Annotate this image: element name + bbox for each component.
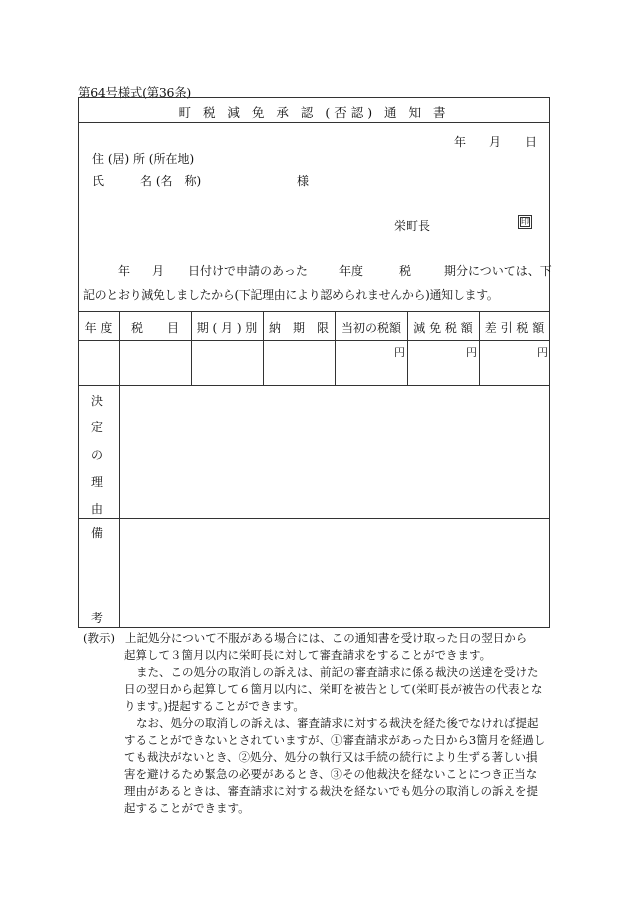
instructions-line-1: 上記処分について不服がある場合には、この通知書を受け取った日の翌日から (124, 631, 528, 645)
instructions-line-10: 理由があるときは、審査請求に対する裁決を経ないでも処分の取消しの訴えを提 (124, 784, 538, 798)
instructions-label: (教示) (83, 631, 115, 645)
yen-unit-reduced: 円 (466, 346, 477, 359)
reason-label-char-3: の (91, 448, 104, 462)
issuer-title: 栄町長 (394, 219, 431, 233)
instructions-line-11: 起することができます。 (124, 801, 250, 815)
header-tax-item: 税 目 (130, 321, 179, 335)
date-year: 年 (454, 135, 467, 149)
body-fiscal-year: 年度 (339, 264, 364, 278)
name-label-first: 氏 (92, 174, 105, 188)
instructions-line-6: なお、処分の取消しの訴えは、審査請求に対する裁決を経た後でなければ提起 (136, 716, 539, 730)
header-net-amount: 差 引 税 額 (484, 321, 545, 335)
label-column-divider (119, 385, 120, 628)
address-label: 住 (居) 所 (所在地) (92, 152, 195, 166)
seal-text: 印 (521, 217, 529, 226)
instructions-line-7: することができないとされていますが、①審査請求があった日から3箇月を経過し (124, 733, 546, 747)
body-month: 月 (152, 264, 165, 278)
honorific-sama: 様 (297, 174, 310, 188)
date-month: 月 (489, 135, 502, 149)
body-tax: 税 (399, 264, 412, 278)
body-year: 年 (118, 264, 131, 278)
body-line-2: 記のとおり減免しましたから(下記理由により認められませんから)通知します。 (83, 288, 499, 302)
reason-label-char-2: 定 (91, 420, 104, 434)
form-number: 第64号様式(第36条) (78, 85, 191, 100)
body-day-applied: 日付けで申請のあった (188, 264, 308, 278)
official-seal-mark (518, 215, 532, 229)
yen-unit-original: 円 (394, 346, 405, 359)
header-original-amount: 当初の税額 (340, 321, 401, 335)
instructions-line-4: 日の翌日から起算して６箇月以内に、栄町を被告として(栄町長が被告の代表とな (124, 682, 543, 696)
header-due-date: 納 期 限 (268, 321, 329, 335)
yen-unit-net: 円 (537, 346, 548, 359)
header-reduced-amount: 減 免 税 額 (413, 321, 473, 335)
instructions-line-9: 害を避けるため緊急の必要があるとき、③その他裁決を経ないことにつき正当な (124, 767, 538, 781)
name-label-rest: 名 (名 称) (140, 174, 202, 188)
header-fiscal-year: 年 度 (84, 321, 113, 335)
reason-label-char-4: 理 (91, 475, 104, 489)
instructions-line-5: ります。)提起することができます。 (124, 699, 305, 713)
instructions-line-2: 起算して３箇月以内に栄町長に対して審査請求をすることができます。 (124, 648, 492, 662)
date-day: 日 (525, 135, 538, 149)
table-bottom-line (78, 385, 550, 386)
title-divider (78, 122, 550, 123)
instructions-line-8: ても裁決がないとき、②処分、処分の執行又は手続の続行により生ずる著しい損 (124, 750, 538, 764)
reason-remarks-divider (78, 518, 550, 519)
reason-label-char-1: 決 (91, 394, 104, 408)
header-period: 期 ( 月 ) 別 (196, 321, 258, 335)
remarks-label-char-2: 考 (91, 611, 104, 625)
instructions-line-3: また、この処分の取消しの訴えは、前記の審査請求に係る裁決の送達を受けた (136, 665, 539, 679)
reason-label-char-5: 由 (91, 502, 104, 516)
remarks-label-char-1: 備 (91, 526, 104, 540)
body-period: 期分については、下 (444, 264, 552, 278)
document-title: 町 税 減 免 承 認 (否認) 通 知 書 (178, 105, 450, 120)
appeal-instructions (83, 630, 545, 817)
